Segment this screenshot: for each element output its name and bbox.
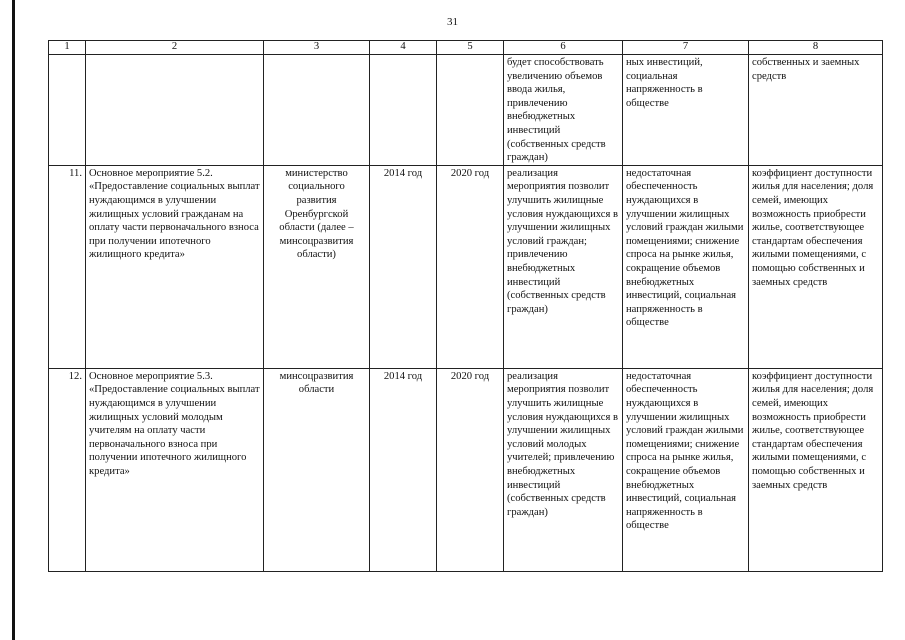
end-year: 2020 год: [437, 368, 504, 571]
start-year: 2014 год: [370, 165, 437, 368]
cell-continuation-executor: [264, 55, 370, 166]
cell-continuation-number: [49, 55, 86, 166]
measure-name: Основное мероприятие 5.2. «Предоставление социальных выплат нуждающимся в улучшении жилищных условий гражданам на оплату части первоначального взноса при получении ипотечного жилищного кредита»: [86, 165, 264, 368]
expected-result: реализация мероприятия позволит улучшить жилищные условия нуждающихся в улучшении жилищных условий граждан; привлечению внебюджетных инвестиций (собственных средств граждан): [504, 165, 623, 368]
responsible-executor: минсоцразвития области: [264, 368, 370, 571]
responsible-executor: министерство социального развития Оренбургской области (далее – минсоцразвития области): [264, 165, 370, 368]
column-header-4: 4: [370, 41, 437, 55]
cell-continuation-consequences: ных инвестиций, социальная напряженность в обществе: [623, 55, 749, 166]
table-row-continuation: [49, 55, 883, 166]
cell-continuation-start: [370, 55, 437, 166]
table-body: [49, 55, 883, 572]
column-header-8: 8: [749, 41, 883, 55]
cell-continuation-measure: [86, 55, 264, 166]
expected-result: реализация мероприятия позволит улучшить жилищные условия нуждающихся в улучшении жилищных условий молодых учителей; привлечению внебюджетных инвестиций (собственных средств граждан): [504, 368, 623, 571]
column-header-6: 6: [504, 41, 623, 55]
header-row: [49, 41, 883, 55]
cell-continuation-end: [437, 55, 504, 166]
column-header-5: 5: [437, 41, 504, 55]
measure-name: Основное мероприятие 5.3. «Предоставление социальных выплат нуждающимся в улучшении жилищных условий молодым учителям на оплату части первоначального взноса при получении ипотечного жилищного кредита»: [86, 368, 264, 571]
cell-continuation-indicator: собственных и заемных средств: [749, 55, 883, 166]
related-indicator: коэффициент доступности жилья для населения; доля семей, имеющих возможность приобрести жилье, соответствующее стандартам обеспечения жилыми помещениями, с помощью собственных и заемных средств: [749, 368, 883, 571]
end-year: 2020 год: [437, 165, 504, 368]
column-header-7: 7: [623, 41, 749, 55]
column-header-1: 1: [49, 41, 86, 55]
non-implementation-consequences: недостаточная обеспеченность нуждающихся в улучшении жилищных условий граждан жилыми помещениями; снижение спроса на рынке жилья, сокращение объемов внебюджетных инвестиций, социальная напряженность в обществе: [623, 165, 749, 368]
non-implementation-consequences: недостаточная обеспеченность нуждающихся в улучшении жилищных условий граждан жилыми помещениями; снижение спроса на рынке жилья, сокращение объемов внебюджетных инвестиций, социальная напряженность в обществе: [623, 368, 749, 571]
table-row: [49, 368, 883, 571]
table-row: [49, 165, 883, 368]
page-binding-edge: [12, 0, 15, 640]
page-number: 31: [447, 16, 458, 28]
measures-table: [48, 40, 883, 572]
related-indicator: коэффициент доступности жилья для населения; доля семей, имеющих возможность приобрести жилье, соответствующее стандартам обеспечения жилыми помещениями, с помощью собственных и заемных средств: [749, 165, 883, 368]
row-number: 11.: [49, 165, 86, 368]
row-number: 12.: [49, 368, 86, 571]
start-year: 2014 год: [370, 368, 437, 571]
cell-continuation-result: будет способствовать увеличению объемов ввода жилья, привлечению внебюджетных инвестиций (собственных средств граждан): [504, 55, 623, 166]
column-header-2: 2: [86, 41, 264, 55]
column-header-3: 3: [264, 41, 370, 55]
table-header: [49, 41, 883, 55]
